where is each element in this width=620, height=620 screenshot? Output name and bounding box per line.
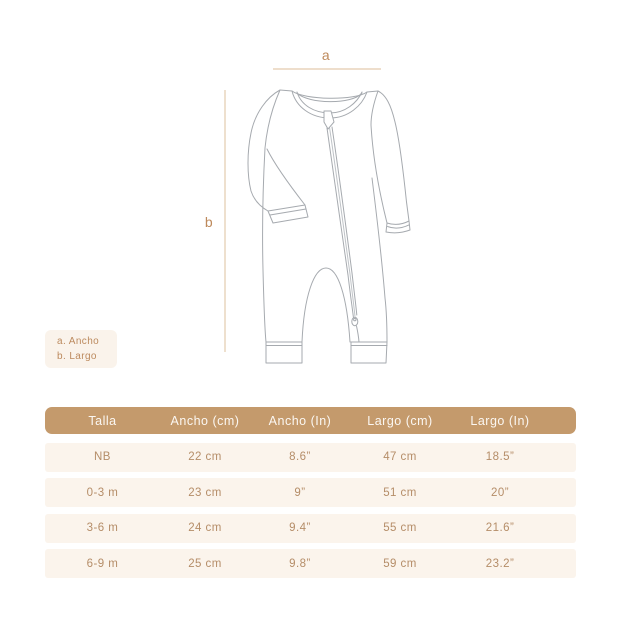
- cell-largo-in: 21.6”: [485, 522, 515, 534]
- cell-largo-in: 20”: [490, 486, 509, 499]
- cell-largo-cm: 59 cm: [383, 557, 417, 570]
- cell-ancho-in: 9.8”: [289, 557, 311, 570]
- width-dimension-label: a: [321, 47, 331, 63]
- cell-talla: 6-9 m: [86, 557, 119, 570]
- legend-item-ancho: a. Ancho: [57, 336, 100, 347]
- right-sleeve: [371, 91, 410, 233]
- crotch-seam: [302, 268, 350, 342]
- dimension-lines: [225, 69, 381, 352]
- cell-ancho-in: 8.6”: [289, 451, 311, 463]
- header-cell-largo-in: Largo (In): [470, 413, 530, 428]
- romper-sketch: [248, 90, 410, 363]
- header-cell-largo-cm: Largo (cm): [367, 413, 433, 428]
- cell-ancho-in: 9.4”: [289, 522, 311, 534]
- zipper: [327, 127, 359, 342]
- size-table-header: [45, 407, 576, 434]
- header-cell-ancho-cm: Ancho (cm): [170, 413, 240, 428]
- header-cell-ancho-in: Ancho (In): [268, 413, 332, 428]
- cell-talla: NB: [94, 451, 111, 463]
- dimension-legend: [45, 330, 117, 368]
- cell-ancho-cm: 25 cm: [188, 557, 222, 570]
- cell-ancho-cm: 22 cm: [188, 451, 222, 463]
- cell-largo-cm: 51 cm: [383, 486, 417, 499]
- legend-item-largo: b. Largo: [57, 351, 97, 362]
- body-right-edge: [372, 178, 387, 342]
- table-row-3-6m: [45, 514, 576, 543]
- length-dimension-label: b: [204, 214, 214, 230]
- table-row-0-3m: [45, 478, 576, 507]
- header-cell-talla: Talla: [88, 413, 117, 428]
- cell-largo-in: 23.2”: [485, 557, 515, 570]
- cell-largo-cm: 55 cm: [383, 522, 417, 534]
- zipper-guard-flap: [324, 111, 334, 129]
- left-sleeve: [248, 90, 308, 223]
- table-row-6-9m: [45, 549, 576, 578]
- leg-cuffs: [266, 342, 387, 363]
- cell-talla: 3-6 m: [86, 522, 119, 534]
- cell-largo-in: 18.5”: [485, 451, 515, 463]
- table-row-nb: [45, 443, 576, 472]
- cell-ancho-cm: 23 cm: [188, 486, 222, 499]
- body-left-edge: [263, 90, 280, 342]
- cell-talla: 0-3 m: [86, 486, 119, 499]
- size-table: [45, 407, 576, 578]
- cell-largo-cm: 47 cm: [383, 451, 417, 463]
- cell-ancho-in: 9”: [294, 486, 306, 499]
- cell-ancho-cm: 24 cm: [188, 522, 222, 534]
